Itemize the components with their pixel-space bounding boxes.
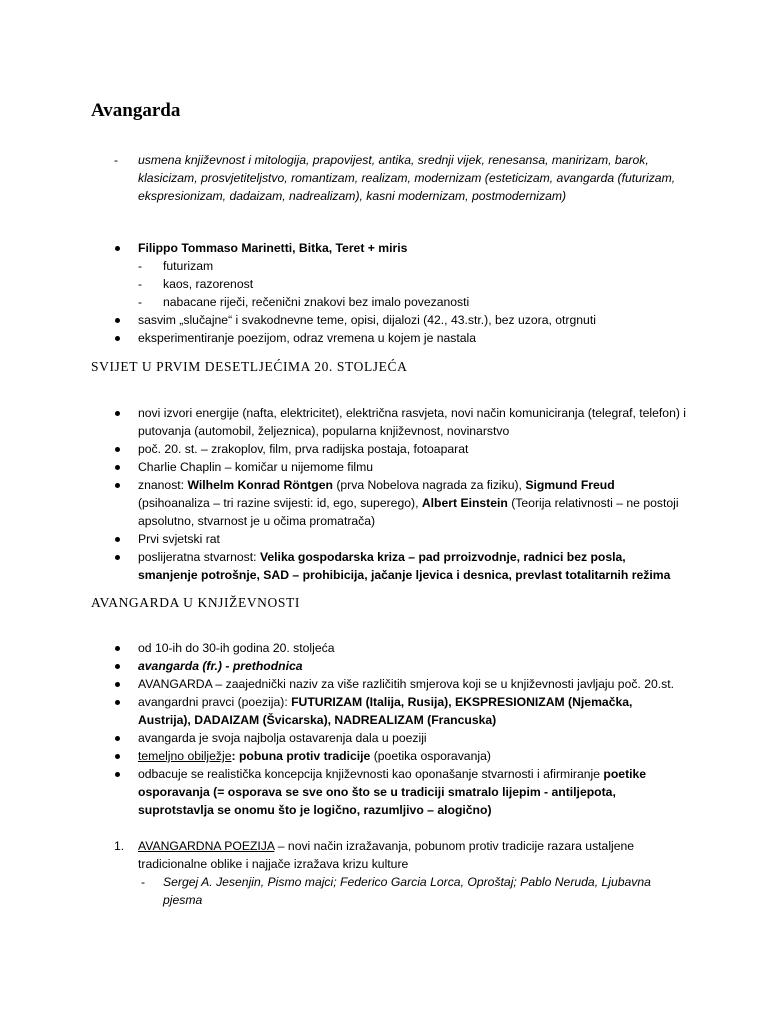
bullet-icon: [115, 646, 120, 651]
item-text: Charlie Chaplin – komičar u nijemome filmu: [138, 460, 374, 474]
bullet-icon: [115, 246, 120, 251]
bullet-icon: [115, 537, 120, 542]
bullet-icon: [115, 682, 120, 687]
item-bold-italic: avangarda (fr.) - prethodnica: [138, 659, 303, 673]
item-text: novi izvori energije (nafta, elektricitet), električna rasvjeta, novi način komuniciranja (telegraf, telefon) i putovanja (automobil, željeznica), popularna književnost, novinarstvo: [138, 406, 687, 438]
bullet-icon: [115, 555, 120, 560]
list-item: [0, 765, 768, 819]
item-text: – novi način izražavanja, pobunom protiv tradicije razara ustaljene tradicionalne oblike i najjače izražava krizu kulture: [138, 839, 635, 871]
item-text: (Teorija relativnosti – ne postoji apsolutno, stvarnost je u očima promatrača): [138, 496, 679, 528]
item-text: eksperimentiranje poezijom, odraz vremena u kojem je nastala: [138, 331, 477, 345]
list-item: [0, 440, 768, 458]
sub-item-text: futurizam: [163, 259, 214, 273]
numbered-list: [0, 837, 768, 909]
item-bold: poetike osporavanja (= osporava se sve ono što se u tradiciji smatralo lijepim - antiljepota, suprotstavlja se onomu što je logično, razumljivo – alogično): [138, 767, 647, 817]
sub-item-text: kaos, razorenost: [163, 277, 254, 291]
item-text: znanost:: [138, 478, 188, 492]
list-item: [0, 639, 768, 657]
bullet-icon: [115, 336, 120, 341]
bullet-icon: [115, 483, 120, 488]
list-item: [0, 151, 768, 205]
item-text: od 10-ih do 30-ih godina 20. stoljeća: [138, 641, 335, 655]
item-underlined: AVANGARDNA POEZIJA: [138, 839, 275, 853]
item-bold: : pobuna protiv tradicije: [231, 749, 371, 763]
world-list: [0, 404, 768, 584]
bullet-icon: [115, 664, 120, 669]
intro-list: [0, 151, 768, 205]
dash-marker: -: [138, 259, 143, 273]
item-text: (poetika osporavanja): [370, 749, 491, 763]
item-bold: Sigmund Freud: [525, 478, 615, 492]
bullet-icon: [115, 754, 120, 759]
list-item: [0, 458, 768, 476]
item-text: avangardni pravci (poezija):: [138, 695, 292, 709]
list-item: [0, 311, 768, 329]
bullet-icon: [115, 465, 120, 470]
bullet-icon: [115, 411, 120, 416]
document-title: Avangarda: [91, 100, 181, 121]
list-item: [0, 747, 768, 765]
item-text: (prva Nobelova nagrada za fiziku),: [332, 478, 526, 492]
list-item: [0, 293, 768, 311]
marinetti-list: [0, 239, 768, 347]
marinetti-head: Filippo Tommaso Marinetti, Bitka, Teret + miris: [138, 241, 408, 255]
item-text: (psihoanaliza – tri razine svijesti: id, ego, superego),: [138, 496, 422, 510]
section-heading-world: SVIJET U PRVIM DESETLJEĆIMA 20. STOLJEĆA: [91, 359, 408, 374]
dash-marker: -: [141, 875, 146, 889]
bullet-icon: [115, 318, 120, 323]
item-text: poslijeratna stvarnost:: [138, 550, 260, 564]
avant-garde-list: [0, 639, 768, 819]
item-text: poč. 20. st. – zrakoplov, film, prva radijska postaja, fotoaparat: [138, 442, 469, 456]
item-text: odbacuje se realistička koncepcija književnosti kao oponašanje stvarnosti i afirmiranje: [138, 767, 604, 781]
item-bold: Wilhelm Konrad Röntgen: [187, 478, 333, 492]
sub-item-text: nabacane riječi, rečenični znakovi bez imalo povezanosti: [163, 295, 470, 309]
item-text: avangarda je svoja najbolja ostavarenja dala u poeziji: [138, 731, 427, 745]
list-item: [0, 873, 768, 909]
bullet-icon: [115, 447, 120, 452]
bullet-icon: [115, 736, 120, 741]
item-underlined: temeljno obilježje: [138, 749, 232, 763]
item-bold: FUTURIZAM (Italija, Rusija), EKSPRESIONIZAM (Njemačka, Austrija), DADAIZAM (Švicarska), NADREALIZAM (Francuska): [138, 695, 633, 727]
item-text: Prvi svjetski rat: [138, 532, 220, 546]
item-text: sasvim „slučajne“ i svakodnevne teme, opisi, dijalozi (42., 43.str.), bez uzora, otrgnuti: [138, 313, 596, 327]
list-item: [0, 837, 768, 873]
item-bold: Velika gospodarska kriza – pad prroizvodnje, radnici bez posla, smanjenje potrošnje, SAD – prohibicija, jačanje ljevica i desnica, prevlast totalitarnih režima: [138, 550, 671, 582]
list-item: [0, 729, 768, 747]
list-item: [0, 548, 768, 584]
poets-text: Sergej A. Jesenjin, Pismo majci; Federico Garcia Lorca, Oproštaj; Pablo Neruda, Ljubavna pjesma: [163, 875, 651, 907]
list-item: [0, 239, 768, 257]
item-bold: Albert Einstein: [421, 496, 508, 510]
dash-marker: -: [138, 277, 143, 291]
list-item: [0, 275, 768, 293]
list-item: [0, 675, 768, 693]
list-item: [0, 404, 768, 440]
dash-marker: -: [138, 295, 143, 309]
list-item: [0, 257, 768, 275]
bullet-icon: [115, 700, 120, 705]
list-item: [0, 693, 768, 729]
section-heading-avant-garde: AVANGARDA U KNJIŽEVNOSTI: [91, 595, 300, 610]
periods-text: usmena književnost i mitologija, prapovijest, antika, srednji vijek, renesansa, manirizam, barok, klasicizam, prosvjetiteljstvo, romantizam, realizam, modernizam (esteticizam, avangarda (futurizam, ekspresionizam, dadaizam, nadrealizam), kasni modernizam, postmodernizam): [138, 153, 676, 203]
dash-marker: -: [114, 153, 119, 167]
list-item: [0, 476, 768, 530]
number-marker: 1.: [114, 839, 125, 853]
list-item: [0, 329, 768, 347]
list-item: [0, 530, 768, 548]
bullet-icon: [115, 772, 120, 777]
item-text: AVANGARDA – zaajednički naziv za više različitih smjerova koji se u književnosti javljaju poč. 20.st.: [138, 677, 675, 691]
list-item: [0, 657, 768, 675]
